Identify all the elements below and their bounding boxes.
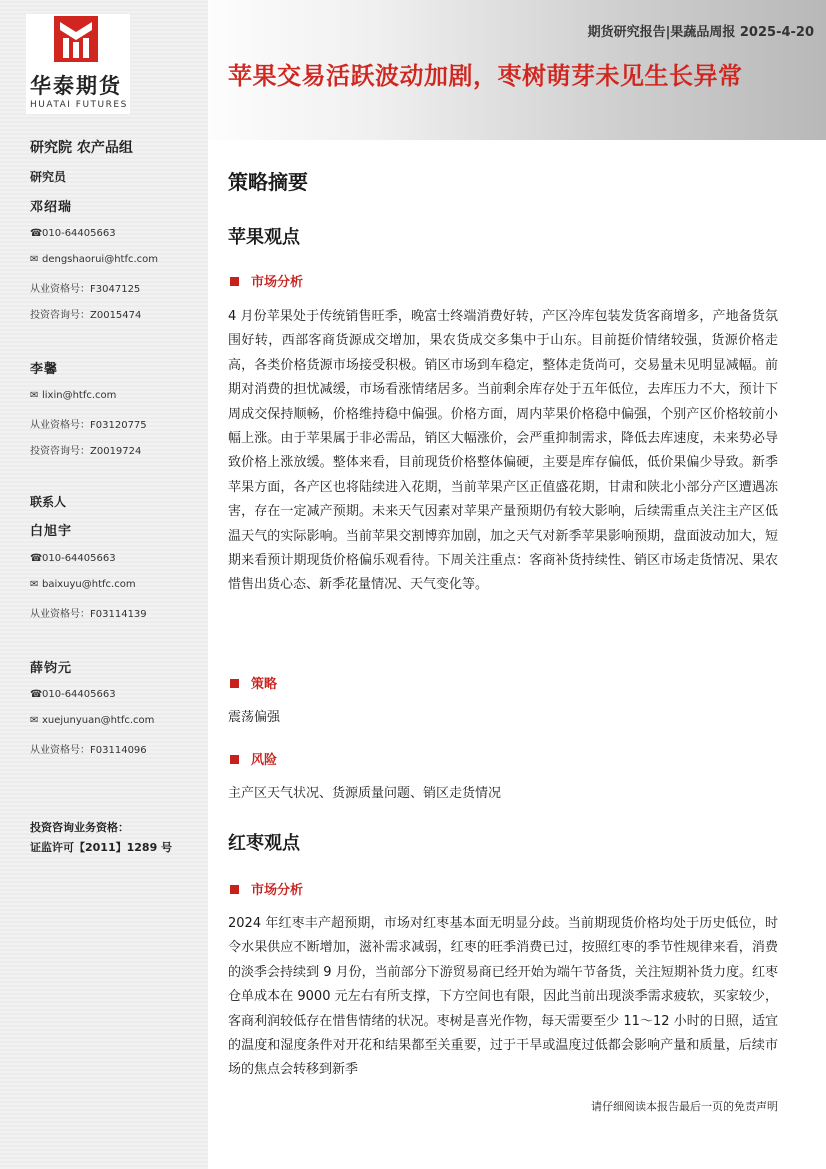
apple-risk-text: 主产区天气状况、货源质量问题、销区走货情况 (228, 786, 502, 801)
contact-role-label: 联系人 (30, 495, 67, 509)
mail-icon: ✉ (30, 715, 39, 726)
bullet-square-icon (230, 277, 239, 286)
contact-email[interactable]: ✉ xuejunyuan@htfc.com (30, 715, 155, 726)
researcher-license: 从业资格号：F3047125 (30, 284, 141, 295)
mail-icon: ✉ (30, 254, 39, 265)
mail-icon: ✉ (30, 390, 39, 401)
researcher-phone: ☎010-64405663 (30, 228, 116, 239)
contact-phone: ☎010-64405663 (30, 689, 116, 700)
researcher-email[interactable]: ✉ lixin@htfc.com (30, 390, 117, 401)
huatai-logo-icon (54, 16, 98, 66)
researcher-advisory-id: 投资咨询号：Z0019724 (30, 446, 142, 457)
apple-view-heading: 苹果观点 (228, 227, 300, 248)
researcher-role-label: 研究员 (30, 170, 67, 184)
logo-wordmark-cn: 华泰期货 (30, 74, 122, 98)
advisory-qualification-label: 投资咨询业务资格： (30, 821, 129, 834)
phone-icon: ☎ (30, 689, 43, 700)
researcher-license: 从业资格号：F03120775 (30, 420, 147, 431)
bullet-square-icon (230, 679, 239, 688)
contact-phone: ☎010-64405663 (30, 553, 116, 564)
jujube-market-analysis-heading: 市场分析 (230, 879, 303, 898)
contact-license: 从业资格号：F03114096 (30, 745, 147, 756)
advisory-license-number: 证监许可【2011】1289 号 (30, 841, 173, 854)
department-label: 研究院 农产品组 (30, 140, 133, 156)
researcher-advisory-id: 投资咨询号：Z0015474 (30, 310, 142, 321)
apple-market-analysis-heading: 市场分析 (230, 271, 303, 290)
contact-name: 白旭宇 (30, 524, 73, 539)
apple-strategy-text: 震荡偏强 (228, 710, 281, 725)
researcher-name: 邓绍瑞 (30, 200, 73, 215)
report-title: 苹果交易活跃波动加剧，枣树萌芽未见生长异常 (228, 62, 743, 90)
logo-wordmark-en: HUATAI FUTURES (30, 100, 128, 110)
researcher-email[interactable]: ✉ dengshaorui@htfc.com (30, 254, 159, 265)
contact-email[interactable]: ✉ baixuyu@htfc.com (30, 579, 136, 590)
strategy-summary-heading: 策略摘要 (228, 170, 308, 194)
jujube-market-analysis-text: 2024 年红枣丰产超预期，市场对红枣基本面无明显分歧。当前期现货价格均处于历史低位，时令水果供应不断增加，滋补需求减弱，红枣的旺季消费已过，按照红枣的季节性规律来看，消费的淡季会持续到 9 月份，当前部分下游贸易商已经开始为端午节备货，关注短期补货力度。红枣仓单成本在 9000 元左右有所支撑，下方空间也有限，因此当前出现淡季需求疲软，买家较少，客商利润较低存在惜售情绪的状况。枣树是喜光作物，每天需要至少 11～12 小时的日照，适宜的温度和湿度条件对开花和结果都至关重要，过于干旱或温度过低都会影响产量和质量，后续市场的焦点会转移到新季 (228, 916, 778, 1078)
report-type-date: 期货研究报告|果蔬品周报 2025-4-20 (587, 25, 814, 40)
apple-risk-heading: 风险 (230, 749, 277, 768)
apple-market-analysis-text: 4 月份苹果处于传统销售旺季，晚富士终端消费好转，产区冷库包装发货客商增多，产地备货氛围好转，西部客商货源成交增加，果农货成交多集中于山东。目前挺价情绪较强，货源价格走高，各类价格货源市场接受积极。销区市场到车稳定，整体走货尚可，交易量未见明显减幅。前期对消费的担忧减缓，市场看涨情绪居多。当前剩余库存处于五年低位，去库压力不大，预计下周成交保持顺畅，价格维持稳中偏强。价格方面，周内苹果价格稳中偏强，个别产区价格较前小幅上涨。由于苹果属于非必需品，销区大幅涨价，会严重抑制需求，降低去库速度，未来势必导致价格上涨放缓。整体来看，目前现货价格整体偏硬，主要是库存偏低，低价果偏少导致。新季苹果方面，各产区也将陆续进入花期，当前苹果产区正值盛花期，甘肃和陕北小部分产区遭遇冻害，存在一定减产预期。未来天气因素对苹果产量预期仍有较大影响，后续需重点关注主产区低温天气的实际影响。当前苹果交割博弈加剧，加之天气对新季苹果影响预期，盘面波动加大，短期来看预计期现货价格偏乐观看待。下周关注重点：客商补货持续性、销区市场走货情况、果农惜售出货心态、新季花量情况、天气变化等。 (228, 309, 778, 593)
jujube-view-heading: 红枣观点 (228, 833, 300, 854)
contact-license: 从业资格号：F03114139 (30, 609, 147, 620)
researcher-name: 李馨 (30, 362, 59, 377)
bullet-square-icon (230, 885, 239, 894)
bullet-square-icon (230, 755, 239, 764)
mail-icon: ✉ (30, 579, 39, 590)
contact-name: 薛钧元 (30, 661, 73, 676)
phone-icon: ☎ (30, 228, 43, 239)
apple-strategy-heading: 策略 (230, 673, 277, 692)
disclaimer-notice: 请仔细阅读本报告最后一页的免责声明 (591, 1100, 778, 1113)
phone-icon: ☎ (30, 553, 43, 564)
